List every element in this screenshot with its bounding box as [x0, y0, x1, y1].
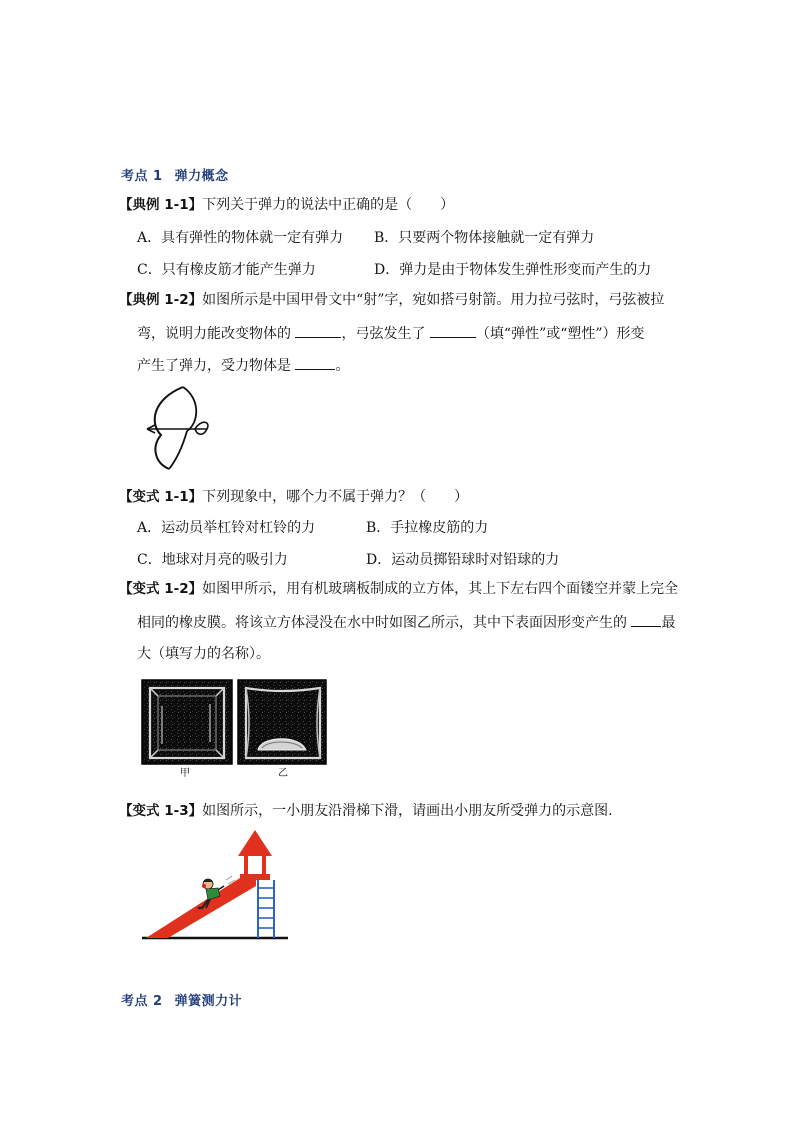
option-b: B．手拉橡皮筋的力	[366, 520, 489, 536]
question-line: 如图所示是中国甲骨文中“射”字，宛如搭弓射箭。用力拉弓弦时，弓弦被拉	[202, 292, 665, 308]
bow-curve	[155, 387, 183, 469]
cube-figure-jia	[142, 680, 232, 764]
text-segment: （填“弹性”或“塑性”）形变	[475, 326, 645, 342]
question-ex1-2	[119, 290, 664, 310]
text-segment: 相同的橡皮膜。将该立方体浸没在水中时如图乙所示，其中下表面因形变产生的	[137, 615, 632, 631]
option-b: B．只要两个物体接触就一定有弹力	[374, 230, 595, 246]
text-segment: 产生了弹力，受力物体是	[137, 358, 296, 374]
question-var1-2	[119, 579, 678, 599]
question-tag: 【典例 1-2】	[119, 292, 203, 308]
oracle-bone-bow-figure	[143, 383, 215, 473]
bow-lower-string	[169, 431, 187, 469]
section-number: 考点 2	[121, 994, 163, 1009]
question-line	[137, 612, 675, 633]
question-var1-1	[119, 487, 468, 507]
option-a: A．具有弹性的物体就一定有弹力	[137, 230, 344, 246]
answer-blank	[430, 323, 476, 338]
cube-figure-yi	[238, 680, 326, 764]
question-tag: 【典例 1-1】	[119, 197, 203, 213]
figure-label-jia: 甲	[180, 768, 190, 778]
question-line	[137, 323, 645, 344]
answer-blank	[295, 323, 341, 338]
question-line: 大（填写力的名称）。	[137, 646, 270, 662]
option-d: D．运动员掷铅球时对铅球的力	[366, 552, 560, 568]
question-stem: 下列现象中，哪个力不属于弹力？（ ）	[202, 489, 469, 505]
question-ex1-1	[119, 195, 454, 215]
bow-string	[183, 387, 196, 431]
option-d: D．弹力是由于物体发生弹性形变而产生的力	[374, 262, 652, 278]
tower-post-left	[244, 854, 248, 876]
text-segment: ，弓弦发生了	[341, 326, 430, 342]
question-tag: 【变式 1-1】	[119, 489, 203, 505]
question-stem: 下列关于弹力的说法中正确的是（ ）	[202, 197, 455, 213]
question-var1-3	[119, 801, 613, 821]
option-c: C．只有橡皮筋才能产生弹力	[137, 262, 316, 278]
answer-blank	[295, 355, 335, 370]
section-heading-2	[121, 990, 242, 1009]
cube-figures	[140, 678, 330, 778]
section-title: 弹力概念	[174, 169, 229, 184]
answer-blank	[631, 612, 661, 627]
tower-post-right	[262, 854, 266, 876]
slide-figure	[140, 828, 290, 943]
tower-roof	[238, 830, 272, 856]
option-c: C．地球对月亮的吸引力	[137, 552, 288, 568]
figure-label-yi: 乙	[278, 768, 288, 778]
text-segment: 最	[661, 615, 676, 631]
section-title: 弹簧测力计	[174, 994, 243, 1009]
question-tag: 【变式 1-2】	[119, 581, 203, 597]
question-tag: 【变式 1-3】	[119, 803, 203, 819]
text-segment: 。	[335, 358, 350, 374]
question-stem: 如图所示，一小朋友沿滑梯下滑，请画出小朋友所受弹力的示意图.	[202, 803, 613, 819]
question-line: 如图甲所示，用有机玻璃板制成的立方体，其上下左右四个面镂空并蒙上完全	[202, 581, 679, 597]
section-number: 考点 1	[121, 169, 163, 184]
text-segment: 弯，说明力能改变物体的	[137, 326, 296, 342]
section-heading-1	[121, 165, 229, 184]
question-line	[137, 355, 349, 376]
option-a: A．运动员举杠铃对杠铃的力	[137, 520, 316, 536]
ladder	[258, 880, 274, 938]
